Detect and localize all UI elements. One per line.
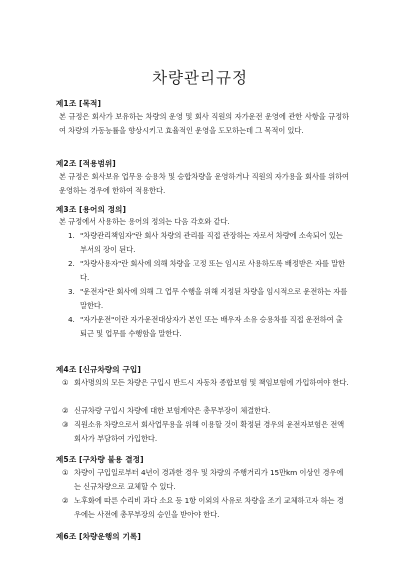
article-6-heading: 제6조 [차량운행의 기록] — [56, 532, 141, 541]
item-text: 회사명의의 모든 차량은 구입시 반드시 자동차 종합보험 및 책임보험에 가입하여야 한다. — [74, 378, 349, 387]
item-text: "차량관리책임자"란 회사 차량의 관리를 직접 관장하는 자로서 차량에 소속되어 있는 부서의 장이 된다. — [80, 231, 343, 254]
article-5-heading: 제5조 [구차량 불용 결정] — [56, 455, 144, 464]
article-4-item-3 — [62, 418, 350, 446]
definition-item-1 — [68, 229, 348, 257]
item-marker: 2. — [68, 259, 75, 268]
item-marker: 4. — [68, 315, 75, 324]
item-marker: ③ — [62, 420, 69, 429]
item-text: "운전자"란 회사에 의해 그 업무 수행을 위해 지정된 차량을 임시적으로 운전하는 자를 말한다. — [80, 287, 348, 310]
item-marker: ② — [62, 406, 69, 415]
item-text: 노후화에 따른 수리비 과다 소요 등 1항 이외의 사유로 차량을 조기 교체하고자 하는 경우에는 사전에 총무부장의 승인을 받아야 한다. — [74, 496, 344, 519]
article-3-heading: 제3조 [용어의 정의] — [56, 205, 127, 214]
item-text: 직원소유 차량으로서 회사업무용을 위해 이용할 것이 확정된 경우의 운전자보험은 전액 회사가 부담하여 가입한다. — [74, 420, 345, 443]
item-text: 신규차량 구입시 차량에 대한 보험계약은 총무부장이 체결한다. — [74, 406, 271, 415]
item-text: "자가운전"이란 자가운전대상자가 본인 또는 배우자 소유 승용차를 직접 운전하여 출퇴근 및 업무를 수행함을 말한다. — [80, 315, 343, 338]
article-5-item-1 — [62, 466, 350, 494]
item-marker: ① — [62, 468, 69, 477]
article-4-item-1 — [62, 376, 350, 390]
article-3-intro: 본 규정에서 사용하는 용어의 정의는 다음 각호와 같다. — [59, 217, 230, 226]
definition-item-4 — [68, 313, 348, 341]
definition-item-2 — [68, 257, 348, 285]
article-2-heading: 제2조 [적용범위] — [56, 159, 116, 168]
definition-item-3 — [68, 285, 348, 313]
item-marker: ② — [62, 496, 69, 505]
article-1-heading: 제1조 [목적] — [56, 99, 102, 108]
item-marker: ① — [62, 378, 69, 387]
item-text: "차량사용자"란 회사에 의해 차량을 고정 또는 임시로 사용하도록 배정받은 자를 말한다. — [80, 259, 345, 282]
article-2-body: 본 규정은 회사보유 업무용 승용차 및 승합차량을 운영하거나 직원의 자가용을 회사를 위하여 운영하는 경우에 한하여 적용한다. — [59, 172, 349, 195]
document-title: 차량관리규정 — [152, 69, 248, 87]
article-1-body: 본 규정은 회사가 보유하는 차량의 운영 및 회사 직원의 자가운전 운영에 관한 사항을 규정하여 차량의 가동능률을 향상시키고 효율적인 운영을 도모하는데 그 목적이 있다. — [59, 112, 349, 135]
item-marker: 1. — [68, 231, 75, 240]
article-5-item-2 — [62, 494, 350, 522]
item-marker: 3. — [68, 287, 75, 296]
article-4-item-2 — [62, 404, 350, 418]
item-text: 차량이 구입일로부터 4년이 경과한 경우 및 차량의 주행거리가 15만km 이상인 경우에는 신규차량으로 교체할 수 있다. — [74, 468, 344, 491]
article-4-heading: 제4조 [신규차량의 구입] — [56, 365, 141, 374]
